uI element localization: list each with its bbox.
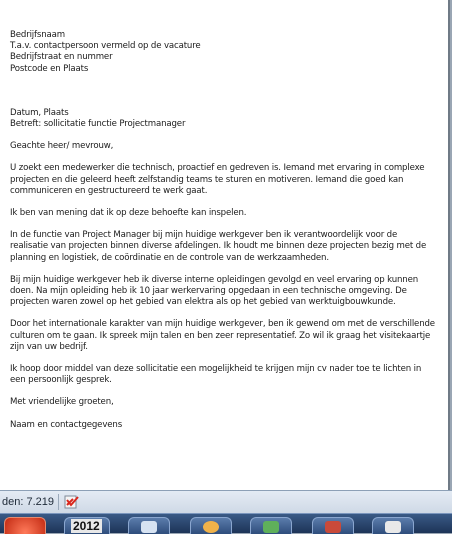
status-bar [0, 490, 452, 513]
paragraph: In de functie van Project Manager bij mijn huidige werkgever ben ik verantwoordelijk voor de realisatie van projecten binnen diverse afdelingen. Ik houdt me binnen deze projecten bezig met de planning en logistiek, de coördinatie en de controle van de werkzaamheden. [10, 230, 427, 263]
closing: Met vriendelijke groeten, [10, 397, 114, 408]
address-block [10, 30, 435, 75]
spellcheck-icon[interactable] [64, 494, 80, 510]
app-icon [325, 521, 341, 533]
app-icon [203, 521, 219, 533]
subject-line: Betreft: sollicitatie functie Projectmanager [10, 119, 186, 130]
paragraph: Bij mijn huidige werkgever heb ik diverse interne opleidingen gevolgd en veel ervaring op kunnen doen. Na mijn opleiding heb ik 10 jaar werkervaring opgedaan in een technische omgeving. De projecten waren zowel op het gebied van elektra als op het gebied van werktuigbouwkunde. [10, 274, 419, 308]
taskbar-item-label: 2012 [73, 519, 100, 533]
app-icon [385, 521, 401, 533]
address-line: Bedrijfstraat en nummer [10, 52, 113, 63]
paragraph: U zoekt een medewerker die technisch, proactief en gedreven is. Iemand met ervaring in complexe projecten en die geleerd heeft zelfstandig teams te sturen en motiveren. Iemand die goed kan communiceren en gestructureerd te werk gaat. [10, 163, 425, 196]
signature: Naam en contactgegevens [10, 419, 123, 430]
taskbar [0, 513, 452, 533]
taskbar-item-2012[interactable] [64, 517, 110, 534]
taskbar-item[interactable] [190, 517, 232, 534]
address-line: T.a.v. contactpersoon vermeld op de vacature [10, 41, 201, 52]
address-line: Bedrijfsnaam [10, 30, 65, 40]
paragraph: Ik hoop door middel van deze sollicitatie een mogelijkheid te krijgen mijn cv nader toe te lichten in een persoonlijk gesprek. [10, 364, 422, 386]
date-subject-block [10, 108, 435, 130]
letter-body[interactable] [10, 30, 435, 431]
paragraph: Door het internationale karakter van mijn huidige werkgever, ben ik gewend om met de verschillende culturen om te gaan. Ik spreek mijn talen en ben zeer representatief. Zo wil ik graag het visitekaartje zijn van uw bedrijf. [10, 319, 435, 352]
address-line: Postcode en Plaats [10, 63, 89, 74]
paragraph: Ik ben van mening dat ik op deze behoefte kan inspelen. [10, 208, 247, 219]
word-count[interactable]: den: 7.219 [2, 496, 54, 508]
taskbar-item[interactable] [372, 517, 414, 534]
statusbar-divider [58, 494, 59, 510]
taskbar-item[interactable] [250, 517, 292, 534]
app-icon [141, 521, 157, 533]
taskbar-item[interactable] [312, 517, 354, 534]
taskbar-item[interactable] [128, 517, 170, 534]
salutation: Geachte heer/ mevrouw, [10, 141, 114, 152]
start-button[interactable] [4, 517, 46, 534]
app-icon [263, 521, 279, 533]
date-place: Datum, Plaats [10, 107, 69, 118]
